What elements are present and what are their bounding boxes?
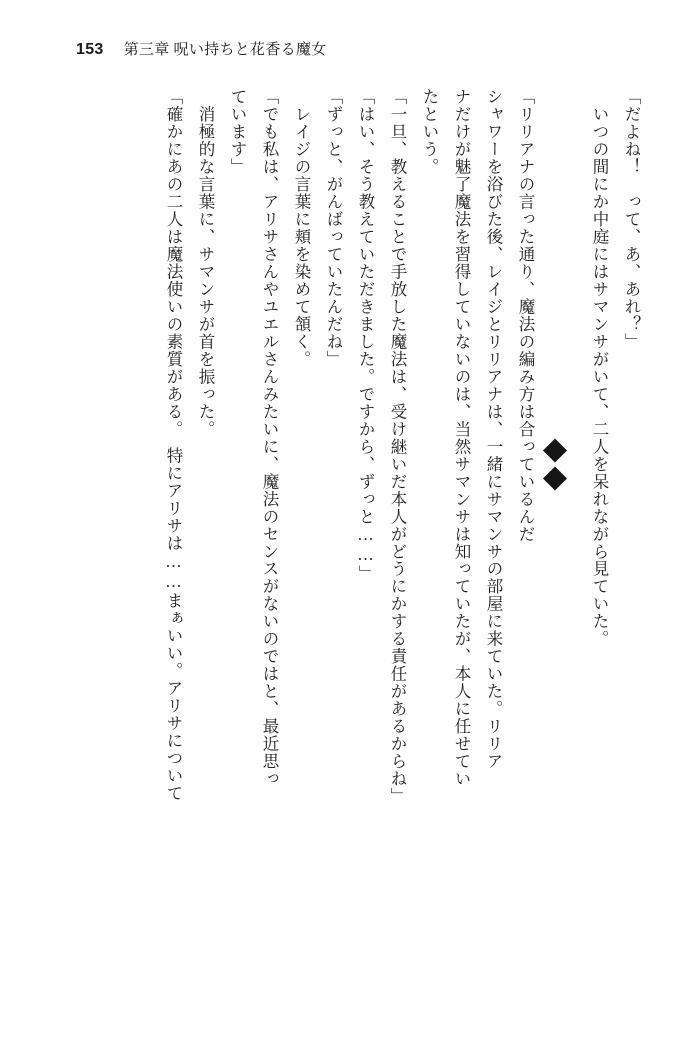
text-column: ています」 [228,88,247,176]
text-column: 「でも私は、アリサさんやユエルさんみたいに、魔法のセンスがないのではと、最近思っ [260,88,279,788]
text-column: 「リリアナの言った通り、魔法の編み方は合っているんだ [516,88,535,543]
text-column: 「ずっと、がんばっていたんだね」 [324,88,343,368]
text-column: 「だよね！ って、あ、あれ？」 [622,88,641,351]
text-column: レイジの言葉に頬を染めて頷く。 [292,88,311,368]
chapter-title: 第三章 呪い持ちと花香る魔女 [123,42,327,58]
text-column: 「一旦、教えることで手放した魔法は、受け継いだ本人がどうにかする責任があるからね」 [388,88,407,806]
diamond-icon [543,466,567,490]
vertical-text-body [60,88,640,1018]
text-column: 「はい、そう教えていただきました。ですから、ずっと……」 [356,88,375,583]
text-column: ナだけが魅了魔法を習得していないのは、当然サマンサは知っていたが、本人に任せてい [452,88,471,788]
text-column: たという。 [420,88,439,176]
text-column: 「確かにあの二人は魔法使いの素質がある。 特にアリサは……まぁいい。アリサについて [164,88,183,802]
diamond-ornament [540,88,570,1018]
text-column: シャワーを浴びた後、レイジとリリアナは、一緒にサマンサの部屋に来ていた。リリア [484,88,503,771]
text-column: 消極的な言葉に、サマンサが首を振った。 [196,88,215,438]
page-header [76,38,327,59]
text-column: いつの間にか中庭にはサマンサがいて、二人を呆れながら見ていた。 [590,88,609,648]
page-number: 153 [76,41,104,58]
diamond-icon [543,438,567,462]
